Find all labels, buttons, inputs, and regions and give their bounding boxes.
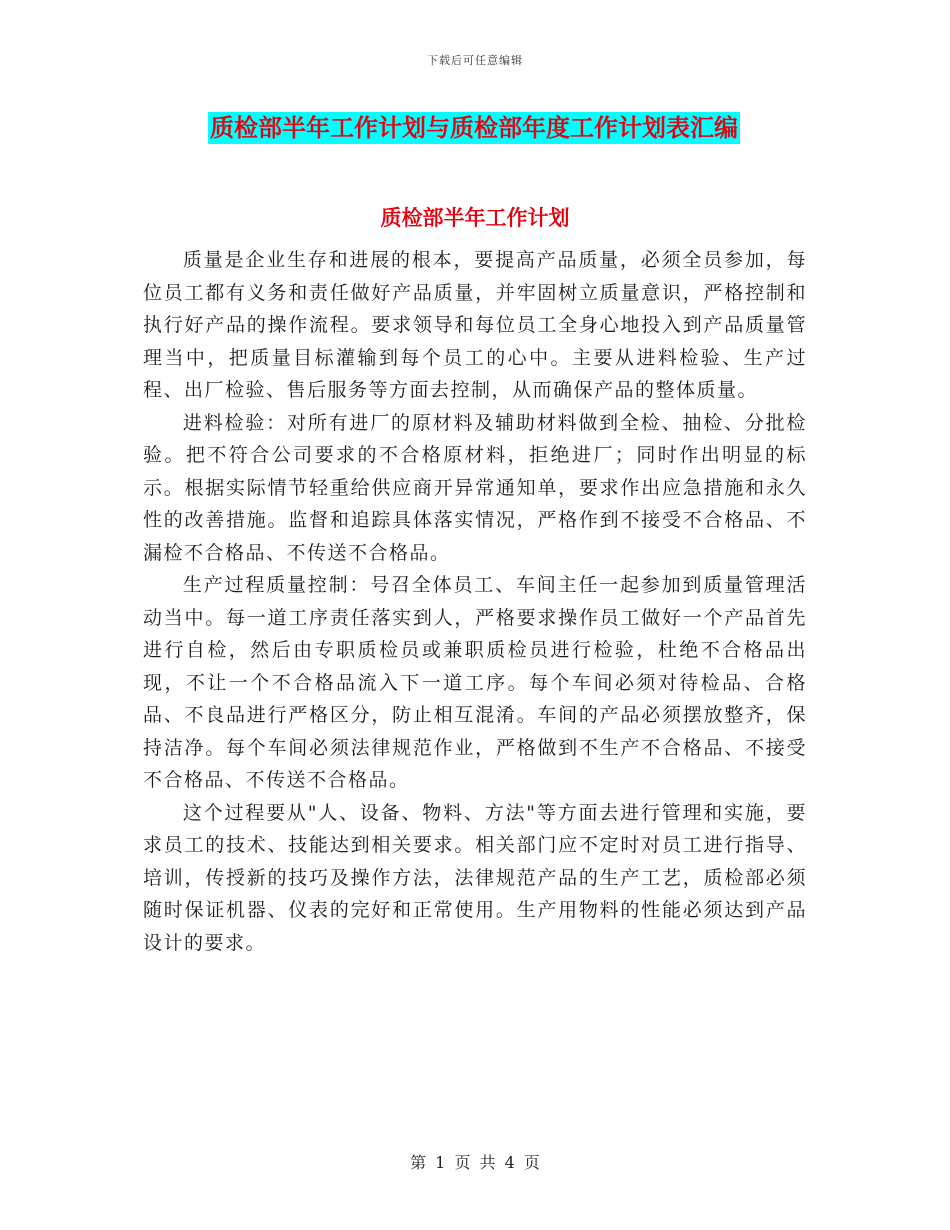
page-header-note: 下载后可任意编辑: [427, 54, 523, 67]
paragraph-incoming-inspection: 进料检验：对所有进厂的原材料及辅助材料做到全检、抽检、分批检验。把不符合公司要求的不合格原材料，拒绝进厂；同时作出明显的标示。根据实际情节轻重给供应商开异常通知单，要求作出应急措施和永久性的改善措施。监督和追踪具体落实情况，严格作到不接受不合格品、不漏检不合格品、不传送不合格品。: [143, 411, 807, 564]
paragraph-production-control: 生产过程质量控制：号召全体员工、车间主任一起参加到质量管理活动当中。每一道工序责任落实到人，严格要求操作员工做好一个产品首先进行自检，然后由专职质检员或兼职质检员进行检验，杜绝不合格品出现，不让一个不合格品流入下一道工序。每个车间必须对待检品、合格品、不良品进行严格区分，防止相互混淆。车间的产品必须摆放整齐，保持洁净。每个车间必须法律规范作业，严格做到不生产不合格品、不接受不合格品、不传送不合格品。: [143, 574, 807, 791]
page-number-footer: 第 1 页 共 4 页: [410, 1153, 540, 1172]
paragraph-intro: 质量是企业生存和进展的根本，要提高产品质量，必须全员参加，每位员工都有义务和责任做好产品质量，并牢固树立质量意识，严格控制和执行好产品的操作流程。要求领导和每位员工全身心地投入到产品质量管理当中，把质量目标灌输到每个员工的心中。主要从进料检验、生产过程、出厂检验、售后服务等方面去控制，从而确保产品的整体质量。: [143, 249, 807, 401]
document-body: [143, 244, 807, 959]
document-title: 质检部半年工作计划与质检部年度工作计划表汇编: [210, 113, 738, 142]
section-title: 质检部半年工作计划: [380, 205, 570, 230]
paragraph-process-management: 这个过程要从"人、设备、物料、方法"等方面去进行管理和实施，要求员工的技术、技能达到相关要求。相关部门应不定时对员工进行指导、培训，传授新的技巧及操作方法，法律规范产品的生产工艺，质检部必须随时保证机器、仪表的完好和正常使用。生产用物料的性能必须达到产品设计的要求。: [143, 801, 807, 954]
